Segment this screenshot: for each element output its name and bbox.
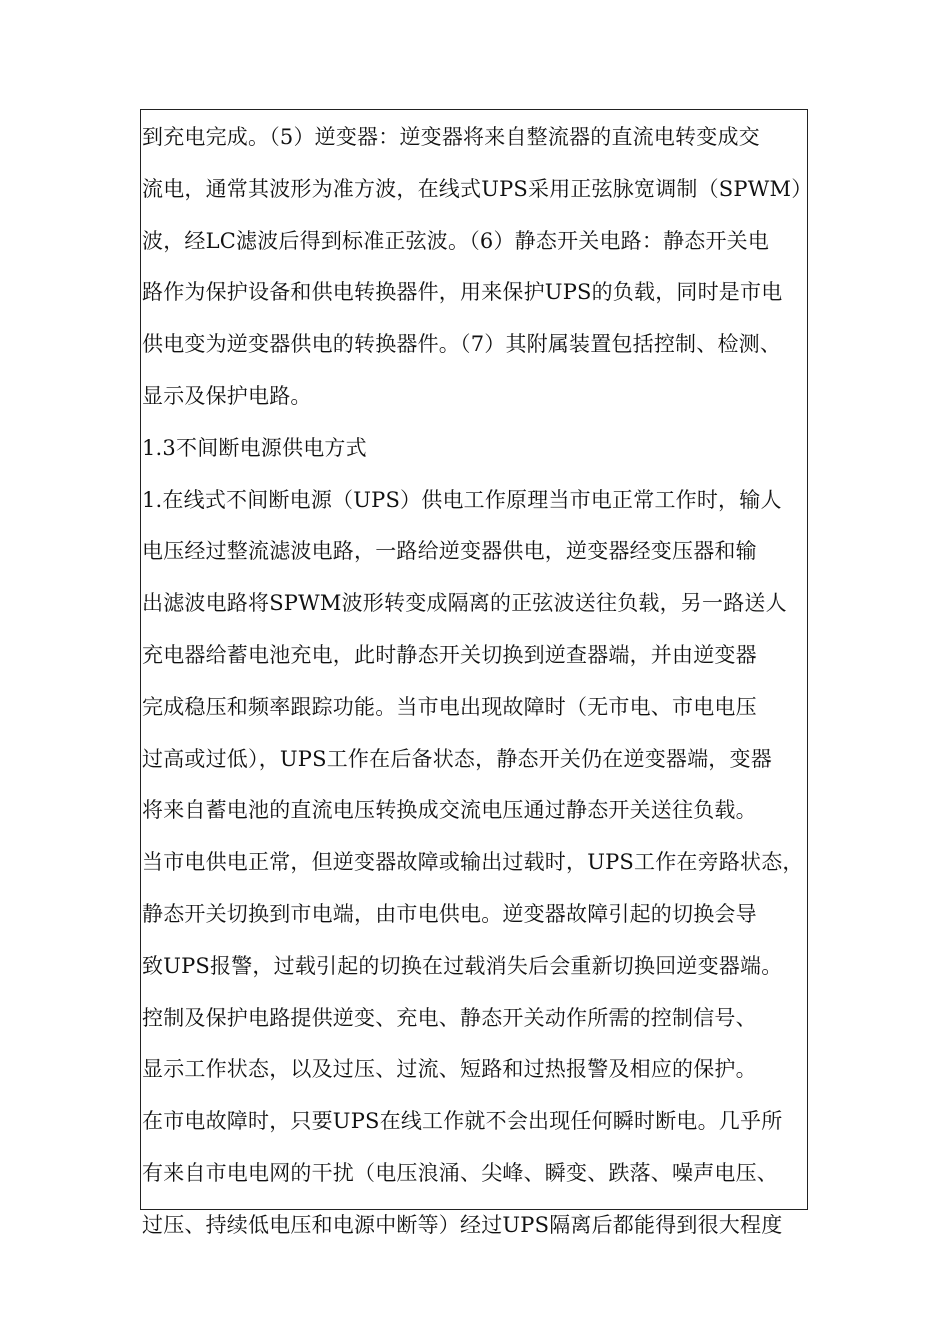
text-line: 控制及保护电路提供逆变、充电、静态开关动作所需的控制信号、 bbox=[142, 1005, 757, 1030]
text-line: 在市电故障时，只要UPS在线工作就不会出现任何瞬时断电。几乎所 bbox=[142, 1109, 783, 1134]
text-line: 波，经LC滤波后得到标准正弦波。（6）静态开关电路：静态开关电 bbox=[142, 228, 770, 253]
text-line: 电压经过整流滤波电路，一路给逆变器供电，逆变器经变压器和输 bbox=[142, 539, 757, 564]
text-line: 供电变为逆变器供电的转换器件。（7）其附属装置包括控制、检测、 bbox=[142, 332, 782, 357]
text-line: 流电，通常其波形为准方波，在线式UPS采用正弦脉宽调制（SPWM） bbox=[142, 176, 813, 201]
text-line: 静态开关切换到市电端，由市电供电。逆变器故障引起的切换会导 bbox=[142, 901, 757, 926]
text-line: 将来自蓄电池的直流电压转换成交流电压通过静态开关送往负载。 bbox=[142, 798, 757, 823]
text-line: 出滤波电路将SPWM波形转变成隔离的正弦波送往负载，另一路送人 bbox=[142, 591, 787, 616]
text-line: 完成稳压和频率跟踪功能。当市电出现故障时（无市电、市电电压 bbox=[142, 694, 757, 719]
text-line: 当市电供电正常，但逆变器故障或输出过载时，UPS工作在旁路状态， bbox=[142, 850, 804, 875]
text-line: 过压、持续低电压和电源中断等）经过UPS隔离后都能得到很大程度 bbox=[142, 1212, 783, 1237]
text-line: 显示及保护电路。 bbox=[142, 383, 312, 408]
text-line: 显示工作状态，以及过压、过流、短路和过热报警及相应的保护。 bbox=[142, 1057, 757, 1082]
text-line: 有来自市电电网的干扰（电压浪涌、尖峰、瞬变、跌落、噪声电压、 bbox=[142, 1160, 778, 1185]
text-line: 到充电完成。（5）逆变器：逆变器将来自整流器的直流电转变成交 bbox=[142, 125, 760, 149]
text-line: 1.在线式不间断电源（UPS）供电工作原理当市电正常工作时，输人 bbox=[142, 487, 782, 512]
text-line: 路作为保护设备和供电转换器件，用来保护UPS的负载，同时是市电 bbox=[142, 280, 783, 305]
text-line: 充电器给蓄电池充电，此时静态开关切换到逆查器端，并由逆变器 bbox=[142, 642, 757, 667]
text-line: 过高或过低），UPS工作在后备状态，静态开关仍在逆变器端，变器 bbox=[142, 746, 772, 771]
text-line: 致UPS报警，过载引起的切换在过载消失后会重新切换回逆变器端。 bbox=[142, 953, 783, 978]
document-body bbox=[142, 112, 832, 1252]
section-heading: 1.3不间断电源供电方式 bbox=[142, 435, 367, 460]
